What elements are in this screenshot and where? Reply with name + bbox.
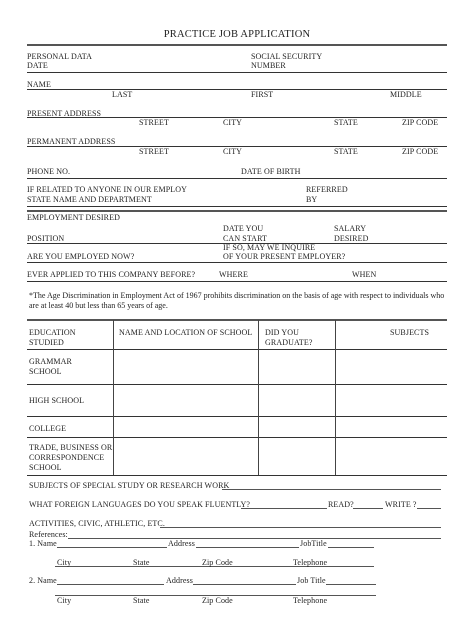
if-so-label-2: OF YOUR PRESENT EMPLOYER? (223, 252, 346, 261)
row-college-label: COLLEGE (29, 424, 67, 433)
activities-line[interactable] (160, 527, 441, 528)
middle-name-label: MIDDLE (390, 90, 422, 99)
referred-label: REFERRED (306, 185, 348, 194)
ref2-address-line[interactable] (193, 584, 296, 585)
ref2-telephone-label: Telephone (293, 596, 328, 605)
references-label: References: (29, 530, 68, 539)
phone-line[interactable] (27, 178, 447, 179)
foreign-languages-label: WHAT FOREIGN LANGUAGES DO YOU SPEAK FLUENTLY? (29, 500, 251, 509)
form-title: PRACTICE JOB APPLICATION (163, 29, 311, 40)
present-address-label: PRESENT ADDRESS (27, 109, 102, 118)
read-label: READ? (328, 500, 354, 509)
salary-label: SALARY (334, 224, 367, 233)
ever-applied-line[interactable] (27, 281, 447, 282)
col-did-you-label: DID YOU (265, 328, 299, 337)
section-rule-2 (27, 319, 447, 321)
ref2-address-label: Address (166, 576, 193, 585)
title-rule (27, 44, 447, 46)
ref1-state-label: State (133, 558, 150, 567)
first-name-label: FIRST (251, 90, 274, 99)
age-discrimination-note: *The Age Discrimination in Employment Act of 1967 prohibits discrimination on the basis of age with respect to individuals who are at least 40 but less than 65 years of age. (29, 291, 445, 310)
ref2-jobtitle-label: Job Title (297, 576, 326, 585)
can-start-label: CAN START (223, 234, 268, 243)
table-col-divider (113, 320, 114, 475)
table-row-rule (27, 416, 447, 417)
row-high-school-label: HIGH SCHOOL (29, 396, 85, 405)
row-trade-label-1: TRADE, BUSINESS OR (29, 443, 113, 452)
ref1-zip-label: Zip Code (202, 558, 233, 567)
where-label: WHERE (219, 270, 248, 279)
if-so-label-1: IF SO, MAY WE INQUIRE (223, 243, 316, 252)
present-state-label: STATE (334, 118, 358, 127)
employment-desired-label: EMPLOYMENT DESIRED (27, 213, 120, 222)
ref1-jobtitle-label: JobTitle (300, 539, 327, 548)
permanent-state-label: STATE (334, 147, 358, 156)
ref1-jobtitle-line[interactable] (328, 547, 374, 548)
name-label: NAME (27, 80, 51, 89)
write-line[interactable] (417, 508, 441, 509)
ref2-jobtitle-line[interactable] (326, 584, 376, 585)
permanent-address-label: PERMANENT ADDRESS (27, 137, 116, 146)
date-label: DATE (27, 61, 48, 70)
references-line[interactable] (68, 538, 441, 539)
phone-label: PHONE NO. (27, 167, 71, 176)
ref1-address-line[interactable] (196, 547, 299, 548)
ref1-name-line[interactable] (57, 547, 167, 548)
ref2-zip-label: Zip Code (202, 596, 233, 605)
ref2-name-line[interactable] (57, 584, 164, 585)
row-trade-label-3: SCHOOL (29, 463, 62, 472)
col-graduate-label: GRADUATE? (265, 338, 313, 347)
write-label: WRITE ? (385, 500, 417, 509)
permanent-zip-label: ZIP CODE (402, 147, 439, 156)
table-header-rule (27, 349, 447, 350)
col-subjects-label: SUBJECTS (390, 328, 430, 337)
table-col-divider (335, 320, 336, 475)
are-you-employed-label: ARE YOU EMPLOYED NOW? (27, 252, 135, 261)
ssn-number-label: NUMBER (251, 61, 286, 70)
read-line[interactable] (353, 508, 383, 509)
ref1-name-label: 1. Name (29, 539, 57, 548)
related-line[interactable] (27, 206, 447, 207)
ref1-address-label: Address (168, 539, 195, 548)
row-grammar-label: GRAMMAR (29, 357, 72, 366)
when-label: WHEN (352, 270, 377, 279)
ref2-name-label: 2. Name (29, 576, 57, 585)
social-security-label: SOCIAL SECURITY (251, 52, 323, 61)
row-grammar-school-label: SCHOOL (29, 367, 62, 376)
desired-label: DESIRED (334, 234, 369, 243)
state-name-dept-label: STATE NAME AND DEPARTMENT (27, 195, 152, 204)
employed-line[interactable] (27, 262, 447, 263)
table-row-rule (27, 384, 447, 385)
date-you-label: DATE YOU (223, 224, 264, 233)
col-school-label: NAME AND LOCATION OF SCHOOL (119, 328, 253, 337)
date-of-birth-label: DATE OF BIRTH (241, 167, 301, 176)
personal-data-line[interactable] (27, 72, 447, 73)
ref2-city-label: City (57, 596, 72, 605)
table-bottom-rule (27, 475, 447, 476)
last-name-label: LAST (112, 90, 133, 99)
position-label: POSITION (27, 234, 65, 243)
present-zip-label: ZIP CODE (402, 118, 439, 127)
permanent-city-label: CITY (223, 147, 243, 156)
subjects-special-line[interactable] (222, 489, 441, 490)
table-col-divider (258, 320, 259, 475)
ref1-city-label: City (57, 558, 72, 567)
col-education-label: EDUCATION (29, 328, 76, 337)
if-related-label: IF RELATED TO ANYONE IN OUR EMPLOY (27, 185, 187, 194)
col-studied-label: STUDIED (29, 338, 64, 347)
present-city-label: CITY (223, 118, 243, 127)
subjects-special-label: SUBJECTS OF SPECIAL STUDY OR RESEARCH WORK (29, 481, 230, 490)
personal-data-label: PERSONAL DATA (27, 52, 93, 61)
referred-by-label: BY (306, 195, 318, 204)
activities-label: ACTIVITIES, CIVIC, ATHLETIC, ETC. (29, 519, 165, 528)
table-row-rule (27, 437, 447, 438)
section-rule-1 (27, 210, 447, 212)
row-trade-label-2: CORRESPONDENCE (29, 453, 105, 462)
foreign-languages-line[interactable] (241, 508, 327, 509)
name-line[interactable] (27, 89, 447, 90)
present-street-label: STREET (139, 118, 169, 127)
ref1-telephone-label: Telephone (293, 558, 328, 567)
ref2-state-label: State (133, 596, 150, 605)
ever-applied-label: EVER APPLIED TO THIS COMPANY BEFORE? (27, 270, 196, 279)
permanent-street-label: STREET (139, 147, 169, 156)
